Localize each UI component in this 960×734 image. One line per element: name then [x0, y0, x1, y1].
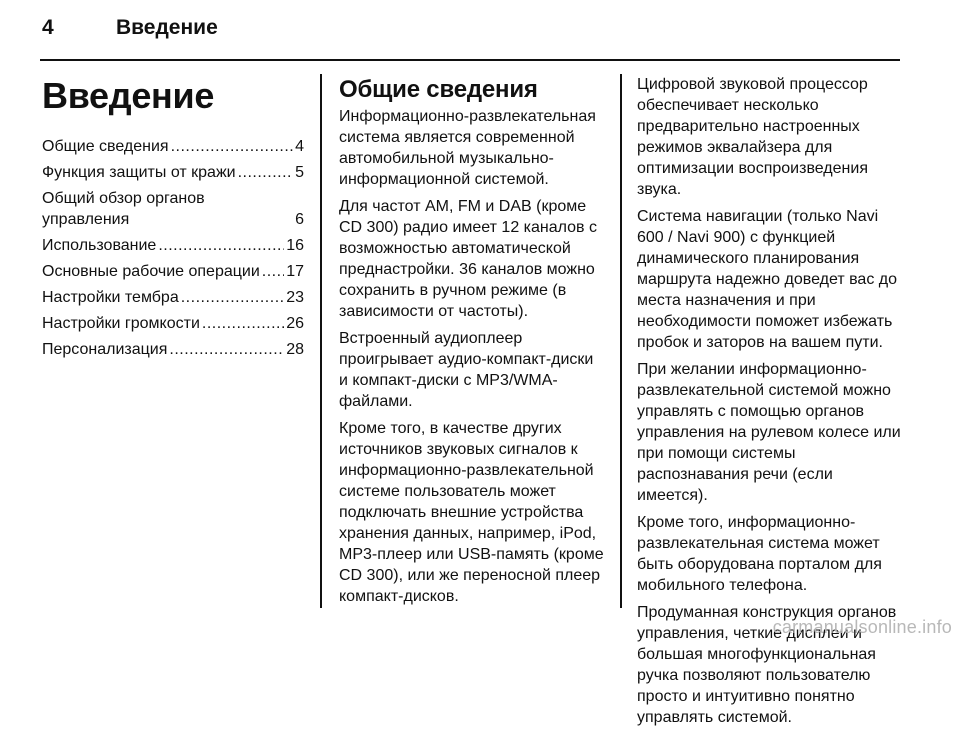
toc-label: Настройки громкости [42, 315, 200, 332]
page-number: 4 [42, 16, 54, 39]
toc-page: 16 [286, 237, 304, 254]
paragraph: Информационно-развлекательная система является современной автомобильной музыкально-информационной системой. [339, 108, 596, 188]
watermark: carmanualsonline.info [772, 617, 952, 637]
toc-label: Персонализация [42, 341, 168, 358]
toc-page: 4 [295, 138, 304, 155]
toc-page: 28 [286, 341, 304, 358]
paragraph: Для частот AM, FM и DAB (кроме CD 300) радио имеет 12 каналов с возможностью автоматической преднастройки. 36 каналов можно сохранить в ручном режиме (в зависимости от частоты). [339, 198, 597, 320]
toc-item[interactable] [42, 339, 304, 360]
toc-item[interactable] [42, 235, 304, 256]
column-divider [320, 74, 322, 608]
paragraph: Продуманная конструкция органов управления, четкие дисплеи и большая многофункциональная ручка позволяют пользователю просто и интуитивно понятно управлять системой. [637, 604, 897, 726]
paragraph: Кроме того, информационно-развлекательная система может быть оборудована порталом для мобильного телефона. [637, 514, 882, 594]
table-of-contents [42, 136, 304, 360]
toc-label: Общие сведения [42, 138, 169, 155]
toc-label: Основные рабочие операции [42, 263, 260, 280]
paragraph: Цифровой звуковой процессор обеспечивает несколько предварительно настроенных режимов эквалайзера для оптимизации воспроизведения звука. [637, 76, 868, 198]
toc-item[interactable] [42, 162, 304, 183]
toc-item[interactable] [42, 313, 304, 334]
page-header [42, 16, 910, 50]
paragraph: При желании информационно-развлекательной системой можно управлять с помощью органов управления на рулевом колесе или при помощи системы распознавания речи (если имеется). [637, 361, 901, 504]
toc-page: 23 [286, 289, 304, 306]
toc-page: 5 [295, 164, 304, 181]
header-divider [40, 59, 900, 61]
toc-label: Использование [42, 237, 157, 254]
running-title: Введение [116, 16, 218, 39]
toc-item[interactable] [42, 136, 304, 157]
paragraph: Встроенный аудиоплеер проигрывает аудио-компакт-диски и компакт-диски с MP3/WMA-файлами. [339, 330, 594, 410]
toc-label: Настройки тембра [42, 289, 179, 306]
column-divider [620, 74, 622, 608]
toc-page: 26 [286, 315, 304, 332]
toc-page: 6 [295, 211, 304, 228]
subsection-title: Общие сведения [339, 76, 538, 103]
paragraph: Кроме того, в качестве других источников звуковых сигналов к информационно-развлекательной системе пользователь может подключать внешние устройства хранения данных, например, iPod, MP3-плеер или USB-память (кроме CD 300), или же переносной плеер компакт-дисков. [339, 420, 604, 605]
toc-label: Общий обзор органов управления [42, 190, 205, 228]
general-info-column [339, 74, 605, 613]
toc-label: Функция защиты от кражи [42, 164, 236, 181]
toc-column [42, 74, 304, 365]
section-title: Введение [42, 75, 215, 116]
paragraph: Система навигации (только Navi 600 / Navi 900) с функцией динамического планирования маршрута надежно доведет вас до места назначения и при необходимости поможет избежать пробок и заторов на вашем пути. [637, 208, 897, 351]
toc-item[interactable] [42, 188, 304, 230]
toc-page: 17 [286, 263, 304, 280]
toc-item[interactable] [42, 261, 304, 282]
toc-item[interactable] [42, 287, 304, 308]
